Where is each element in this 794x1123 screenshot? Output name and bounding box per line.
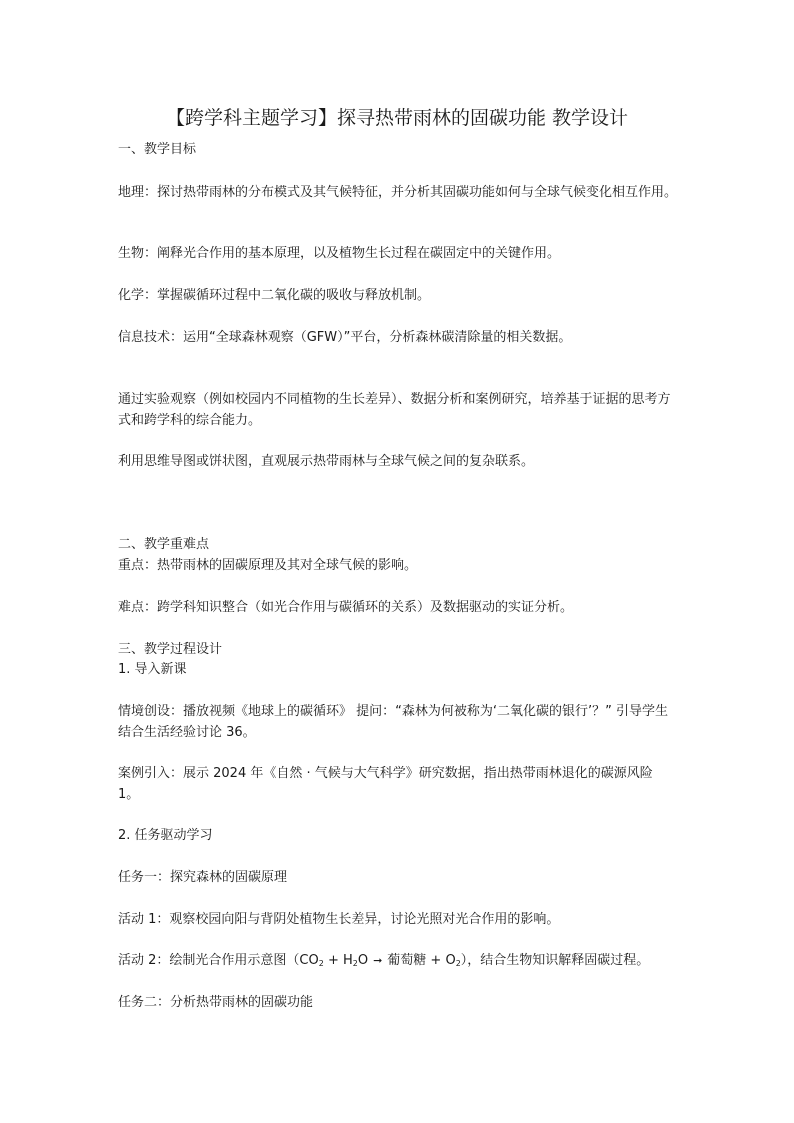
activity-one: 活动 1：观察校园向阳与背阴处植物生长差异，讨论光照对光合作用的影响。	[118, 912, 560, 927]
step-intro: 1. 导入新课	[118, 662, 187, 677]
reaction-arrow-icon: ➞	[373, 954, 383, 967]
co2-subscript: 2	[318, 959, 324, 968]
document-title: 【跨学科主题学习】探寻热带雨林的固碳功能 教学设计	[165, 107, 629, 129]
section-heading-process: 三、教学过程设计	[118, 642, 223, 657]
case-intro: 案例引入：展示 2024 年《自然 · 气候与大气科学》研究数据，指出热带雨林退化的碳源风险 1。	[118, 766, 653, 802]
h2o-subscript: 2	[352, 959, 358, 968]
objective-chemistry: 化学：掌握碳循环过程中二氧化碳的吸收与释放机制。	[118, 288, 431, 303]
objective-biology: 生物：阐释光合作用的基本原理，以及植物生长过程在碳固定中的关键作用。	[118, 246, 561, 261]
objective-visualization: 利用思维导图或饼状图，直观展示热带雨林与全球气候之间的复杂联系。	[118, 454, 535, 469]
activity-two	[118, 950, 678, 971]
glucose-text: 葡萄糖 + O	[387, 953, 456, 968]
task-one: 任务一：探究森林的固碳原理	[118, 870, 288, 885]
difficult-point: 难点：跨学科知识整合（如光合作用与碳循环的关系）及数据驱动的实证分析。	[118, 600, 574, 615]
oxygen-atom: O	[357, 953, 369, 968]
objective-it: 信息技术：运用“全球森林观察（GFW）”平台，分析森林碳清除量的相关数据。	[118, 330, 572, 345]
objective-geography: 地理：探讨热带雨林的分布模式及其气候特征，并分析其固碳功能如何与全球气候变化相互作用。	[118, 185, 678, 200]
section-heading-objectives: 一、教学目标	[118, 142, 197, 157]
activity-two-suffix: ），结合生物知识解释固碳过程。	[460, 953, 650, 968]
plus-h: + H	[323, 953, 353, 968]
section-heading-key-points: 二、教学重难点	[118, 537, 210, 552]
activity-two-prefix: 活动 2：绘制光合作用示意图（CO	[118, 953, 319, 968]
key-point: 重点：热带雨林的固碳原理及其对全球气候的影响。	[118, 558, 418, 573]
step-task-driven: 2. 任务驱动学习	[118, 828, 213, 843]
objective-method: 通过实验观察（例如校园内不同植物的生长差异）、数据分析和案例研究，培养基于证据的思考方式和跨学科的综合能力。	[118, 392, 671, 428]
o2-subscript: 2	[455, 959, 461, 968]
scene-setting: 情境创设：播放视频《地球上的碳循环》 提问：“森林为何被称为‘二氧化碳的银行’？” 引导学生结合生活经验讨论 36。	[118, 704, 668, 740]
task-two: 任务二：分析热带雨林的固碳功能	[118, 995, 314, 1010]
